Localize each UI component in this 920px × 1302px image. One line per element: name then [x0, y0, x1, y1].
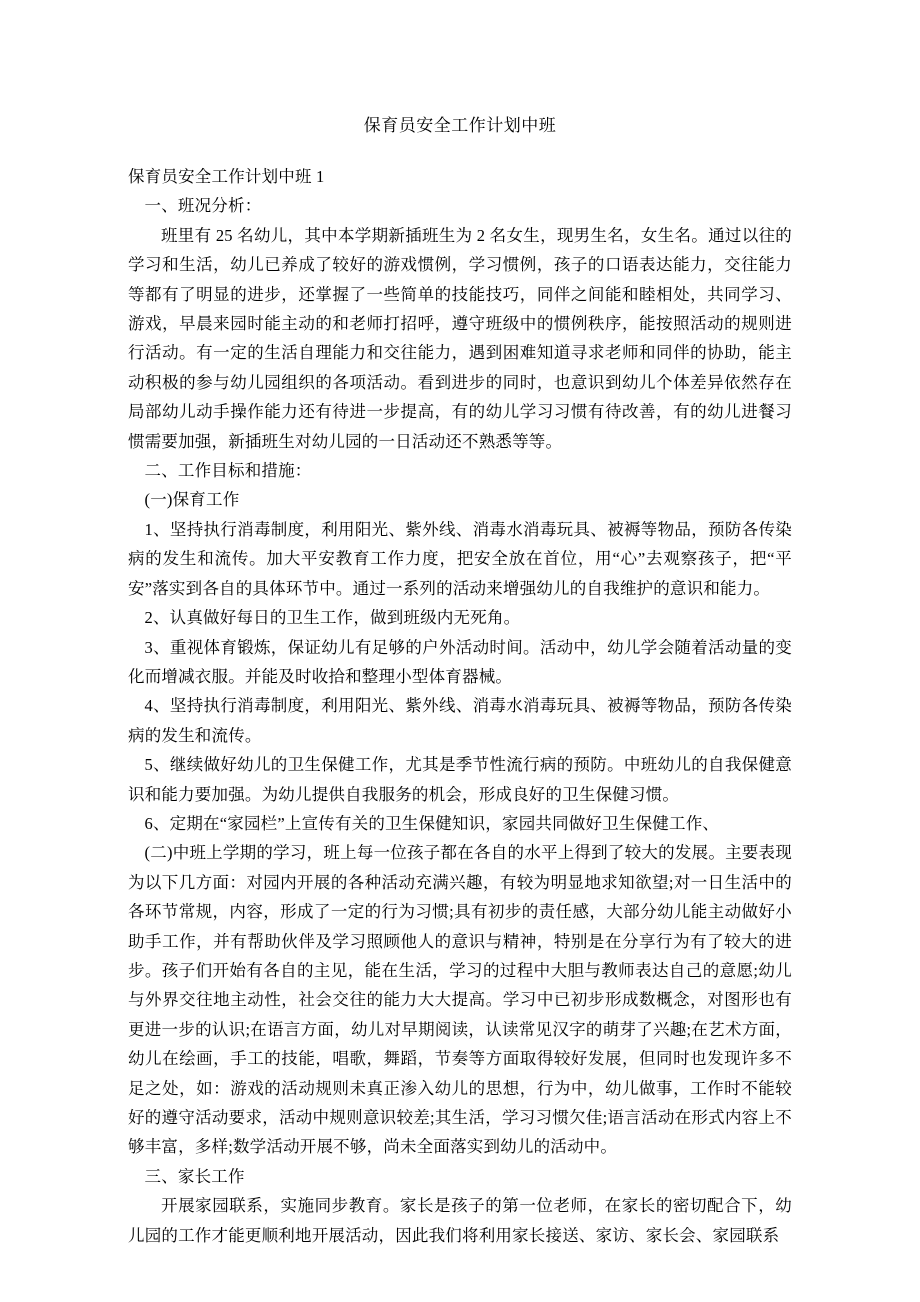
paragraph-section-2-sub-2: (二)中班上学期的学习，班上每一位孩子都在各自的水平上得到了较大的发展。主要表现为以下几方面：对园内开展的各种活动充满兴趣，有较为明显地求知欲望;对一日生活中的各环节常规，内容，形成了一定的行为习惯;具有初步的责任感，大部分幼儿能主动做好小助手工作，并有帮助伙伴及学习照顾他人的意识与精神，特别是在分享行为有了较大的进步。孩子们开始有各自的主见，能在生活，学习的过程中大胆与教师表达自己的意愿;幼儿与外界交往地主动性，社会交往的能力大大提高。学习中已初步形成数概念，对图形也有更进一步的认识;在语言方面，幼儿对早期阅读，认读常见汉字的萌芽了兴趣;在艺术方面，幼儿在绘画，手工的技能，唱歌，舞蹈，节奏等方面取得较好发展，但同时也发现许多不足之处，如：游戏的活动规则未真正渗入幼儿的思想，行为中，幼儿做事，工作时不能较好的遵守活动要求，活动中规则意识较差;其生活，学习习惯欠佳;语言活动在形式内容上不够丰富，多样;数学活动开展不够，尚未全面落实到幼儿的活动中。	[128, 843, 792, 1157]
page-title: 保育员安全工作计划中班	[363, 116, 557, 135]
paragraph-item-2: 2、认真做好每日的卫生工作，做到班级内无死角。	[144, 608, 521, 628]
paragraph-heading-1: 保育员安全工作计划中班 1	[128, 167, 325, 186]
paragraph-section-1-heading: 一、班况分析：	[144, 196, 262, 216]
paragraph-item-3: 3、重视体育锻炼，保证幼儿有足够的户外活动时间。活动中，幼儿学会随着活动量的变化而增减衣服。并能及时收拾和整理小型体育器械。	[128, 637, 792, 686]
paragraph-item-6: 6、定期在“家园栏”上宣传有关的卫生保健知识，家园共同做好卫生保健工作、	[144, 813, 720, 833]
paragraph-section-3-heading: 三、家长工作	[144, 1166, 245, 1186]
paragraph-item-4: 4、坚持执行消毒制度，利用阳光、紫外线、消毒水消毒玩具、被褥等物品，预防各传染病的发生和流传。	[128, 696, 792, 745]
paragraph-section-1-body: 班里有 25 名幼儿，其中本学期新插班生为 2 名女生，现男生名，女生名。通过以往的学习和生活，幼儿已养成了较好的游戏惯例，学习惯例，孩子的口语表达能力，交往能力等都有了明显的进步，还掌握了一些简单的技能技巧，同伴之间能和睦相处，共同学习、游戏，早晨来园时能主动的和老师打招呼，遵守班级中的惯例秩序，能按照活动的规则进行活动。有一定的生活自理能力和交往能力，遇到困难知道寻求老师和同伴的协助，能主动积极的参与幼儿园组织的各项活动。看到进步的同时，也意识到幼儿个体差异依然存在局部幼儿动手操作能力还有待进一步提高，有的幼儿学习习惯有待改善，有的幼儿进餐习惯需要加强，新插班生对幼儿园的一日活动还不熟悉等等。	[128, 225, 792, 451]
paragraph-item-5: 5、继续做好幼儿的卫生保健工作，尤其是季节性流行病的预防。中班幼儿的自我保健意识和能力要加强。为幼儿提供自我服务的机会，形成良好的卫生保健习惯。	[128, 755, 792, 804]
paragraph-section-2-heading: 二、工作目标和措施：	[144, 461, 312, 481]
paragraph-section-2-sub-1: (一)保育工作	[144, 490, 240, 510]
paragraph-section-3-body: 开展家园联系，实施同步教育。家长是孩子的第一位老师，在家长的密切配合下，幼儿园的工作才能更顺利地开展活动，因此我们将利用家长接送、家访、家长会、家园联系	[128, 1196, 792, 1245]
paragraph-item-1: 1、坚持执行消毒制度，利用阳光、紫外线、消毒水消毒玩具、被褥等物品，预防各传染病的发生和流传。加大平安教育工作力度，把安全放在首位，用“心”去观察孩子，把“平安”落实到各自的具体环节中。通过一系列的活动来增强幼儿的自我维护的意识和能力。	[128, 519, 792, 598]
